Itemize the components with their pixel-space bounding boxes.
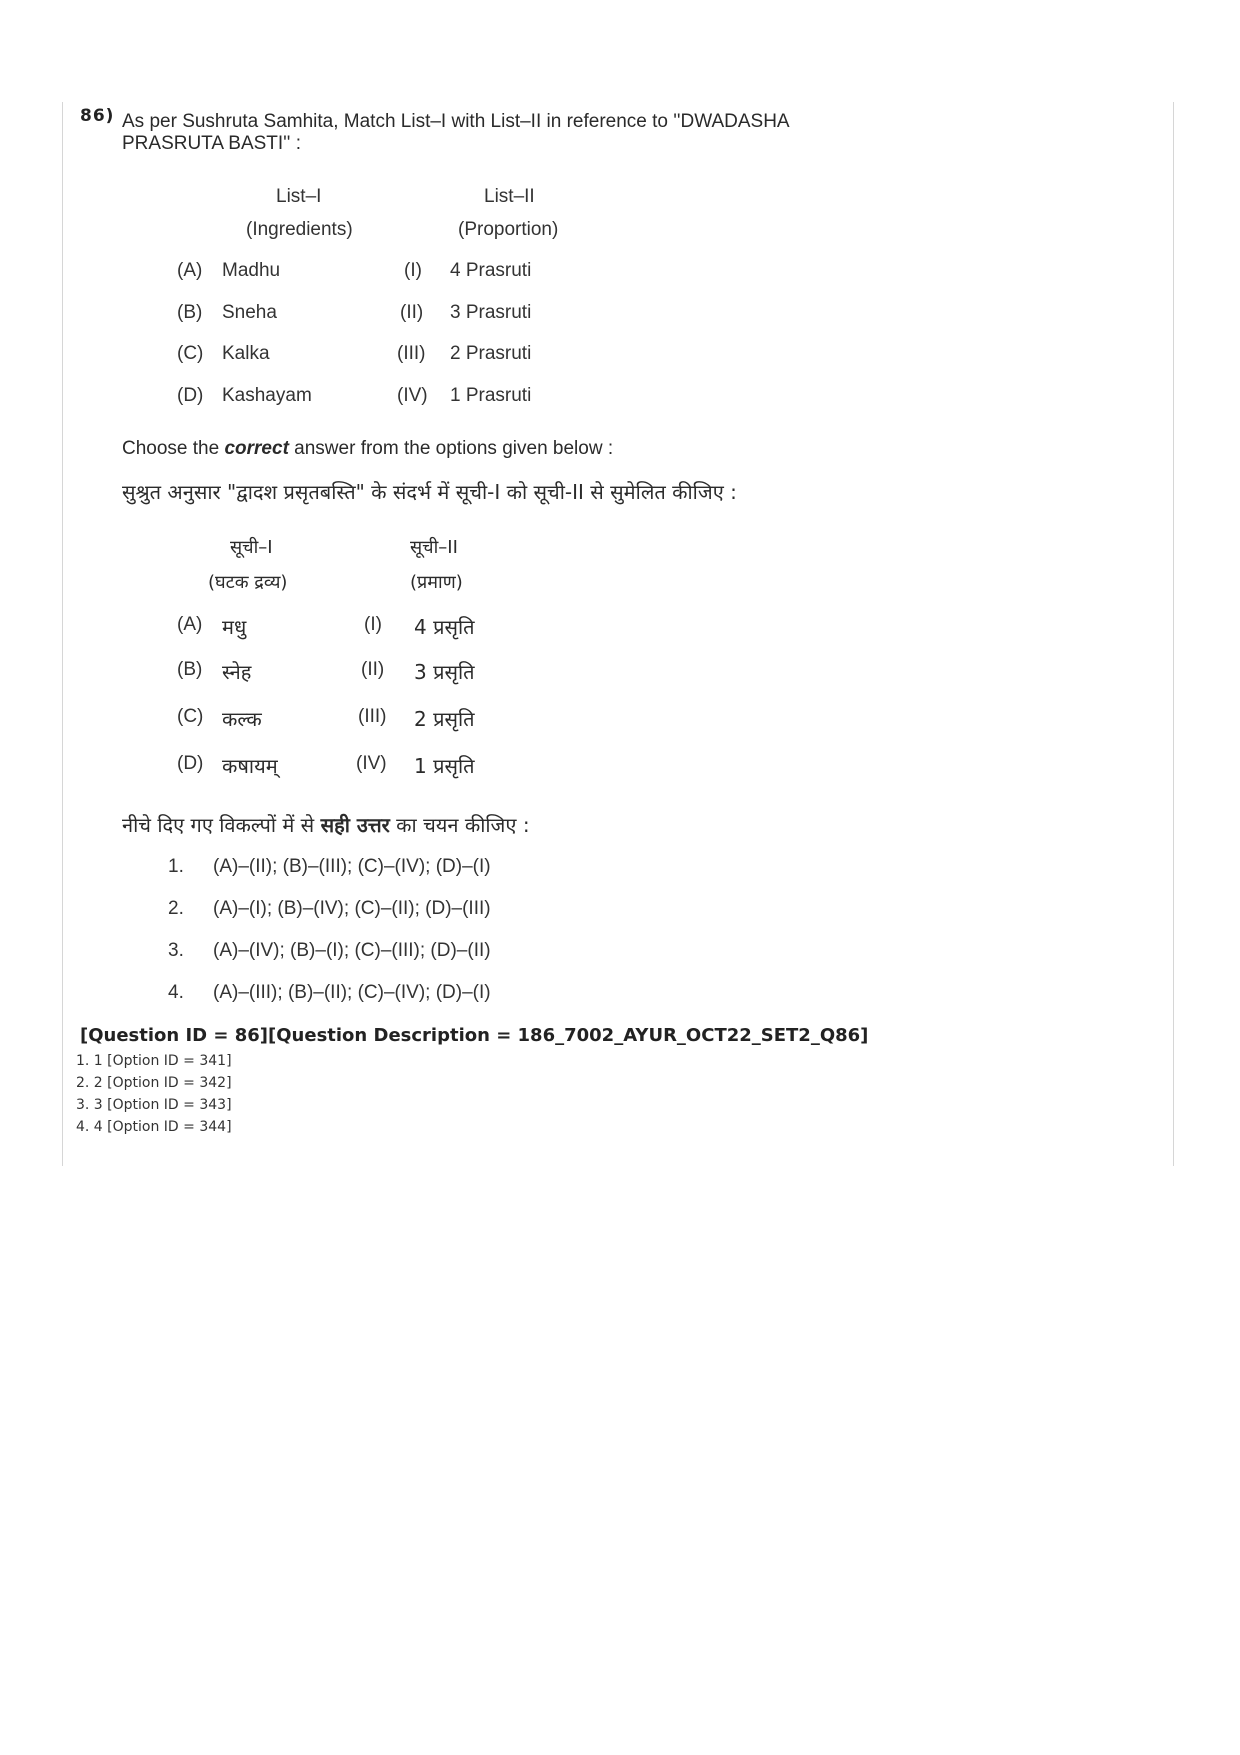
row-letter: (B) (177, 302, 203, 323)
row-item: मधु (222, 615, 247, 639)
row-letter: (D) (177, 385, 204, 406)
row-value: 2 Prasruti (450, 343, 532, 364)
row-roman: (I) (364, 614, 382, 635)
row-value: 1 प्रसृति (414, 754, 475, 778)
row-letter: (B) (177, 659, 203, 680)
question-stem-hindi: सुश्रुत अनुसार "द्वादश प्रसृतबस्ति" के संदर्भ में सूची-I को सूची-II से सुमेलित कीजिए : (122, 480, 737, 504)
row-value: 1 Prasruti (450, 385, 532, 406)
row-letter: (C) (177, 343, 204, 364)
choose-instruction-english (122, 438, 613, 460)
list1-heading-en: List–I (276, 186, 322, 207)
list1-subheading-hi: (घटक द्रव्य) (208, 572, 288, 593)
option-text: (A)–(I); (B)–(IV); (C)–(II); (D)–(III) (213, 898, 491, 919)
row-value: 3 Prasruti (450, 302, 532, 323)
choose-instruction-hindi (122, 811, 530, 838)
choose-en-emphasis: correct (224, 438, 289, 459)
list1-heading-hi: सूची–I (230, 537, 273, 558)
row-roman: (I) (404, 260, 422, 281)
row-item: Madhu (222, 260, 281, 281)
row-item: कल्क (222, 707, 262, 731)
option-id-line: 1. 1 [Option ID = 341] (76, 1053, 232, 1069)
list2-heading-en: List–II (484, 186, 535, 207)
row-roman: (IV) (356, 753, 387, 774)
question-stem-english: As per Sushruta Samhita, Match List–I with List–II in reference to ''DWADASHA PRASRUTA BASTI'' : (122, 111, 789, 154)
option-number: 3. (168, 940, 184, 961)
row-item: Kashayam (222, 385, 312, 406)
row-value: 4 प्रसृति (414, 615, 475, 639)
row-roman: (II) (361, 659, 385, 680)
question-number: 86) (80, 106, 115, 126)
row-item: स्नेह (222, 660, 252, 684)
row-roman: (II) (400, 302, 424, 323)
row-letter: (A) (177, 614, 203, 635)
row-value: 3 प्रसृति (414, 660, 475, 684)
choose-en-suffix: answer from the options given below : (288, 438, 614, 459)
row-letter: (A) (177, 260, 203, 281)
row-item: Kalka (222, 343, 270, 364)
option-id-line: 4. 4 [Option ID = 344] (76, 1119, 232, 1135)
row-value: 4 Prasruti (450, 260, 532, 281)
row-item: कषायम् (222, 754, 278, 778)
option-text: (A)–(IV); (B)–(I); (C)–(III); (D)–(II) (213, 940, 491, 961)
option-number: 2. (168, 898, 184, 919)
choose-hi-suffix: का चयन कीजिए : (389, 813, 530, 837)
row-letter: (D) (177, 753, 204, 774)
row-roman: (IV) (397, 385, 428, 406)
question-id-line: [Question ID = 86][Question Description = 186_7002_AYUR_OCT22_SET2_Q86] (80, 1025, 869, 1046)
option-number: 4. (168, 982, 184, 1003)
row-roman: (III) (358, 706, 387, 727)
choose-hi-emphasis: सही उत्तर (320, 813, 390, 837)
list2-subheading-hi: (प्रमाण) (410, 572, 463, 593)
row-roman: (III) (397, 343, 426, 364)
option-id-line: 2. 2 [Option ID = 342] (76, 1075, 232, 1091)
list1-subheading-en: (Ingredients) (246, 219, 353, 240)
row-value: 2 प्रसृति (414, 707, 475, 731)
choose-en-prefix: Choose the (122, 438, 225, 459)
option-text: (A)–(II); (B)–(III); (C)–(IV); (D)–(I) (213, 856, 491, 877)
list2-subheading-en: (Proportion) (458, 219, 559, 240)
choose-hi-prefix: नीचे दिए गए विकल्पों में से (122, 813, 321, 837)
row-item: Sneha (222, 302, 277, 323)
list2-heading-hi: सूची–II (410, 537, 458, 558)
option-id-line: 3. 3 [Option ID = 343] (76, 1097, 232, 1113)
option-text: (A)–(III); (B)–(II); (C)–(IV); (D)–(I) (213, 982, 491, 1003)
option-number: 1. (168, 856, 184, 877)
row-letter: (C) (177, 706, 204, 727)
